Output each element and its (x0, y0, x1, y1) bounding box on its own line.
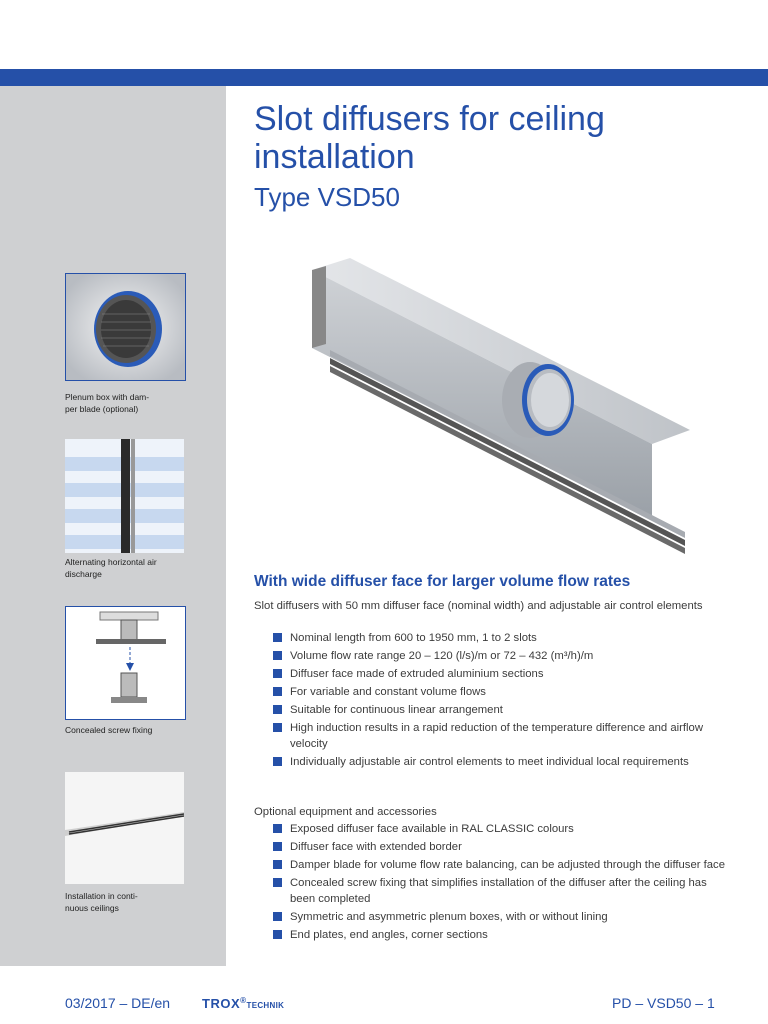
page-subtitle: Type VSD50 (254, 182, 400, 212)
footer-date: 03/2017 – DE/en (65, 995, 171, 1011)
plenum-box-image (65, 273, 186, 381)
feature-item: For variable and constant volume flows (254, 684, 734, 700)
optional-item: Concealed screw fixing that simplifies installation of the diffuser after the ceiling has been completed (254, 875, 734, 907)
product-image (300, 250, 700, 560)
optional-list (254, 821, 734, 945)
footer-page-number: PD – VSD50 – 1 (612, 995, 715, 1011)
caption-plenum-box: Plenum box with dam- per blade (optional) (65, 392, 150, 414)
feature-item: Diffuser face made of extruded aluminium sections (254, 666, 734, 682)
caption-screw-fixing: Concealed screw fixing (65, 725, 153, 735)
optional-item: Damper blade for volume flow rate balancing, can be adjusted through the diffuser face (254, 857, 734, 873)
feature-list (254, 630, 734, 772)
optional-item: Exposed diffuser face available in RAL CLASSIC colours (254, 821, 734, 837)
air-discharge-image (65, 439, 184, 553)
screw-fixing-image (65, 606, 186, 720)
trox-logo: TROX®TECHNIK (202, 996, 285, 1011)
caption-continuous-ceiling: Installation in conti- nuous ceilings (65, 891, 138, 913)
feature-item: Individually adjustable air control elements to meet individual local requirements (254, 754, 734, 770)
optional-heading: Optional equipment and accessories (254, 806, 437, 818)
section-heading: With wide diffuser face for larger volume flow rates (254, 573, 631, 590)
feature-item: Suitable for continuous linear arrangement (254, 702, 734, 718)
top-bar (0, 69, 768, 86)
intro-text: Slot diffusers with 50 mm diffuser face (nominal width) and adjustable air control elements (254, 600, 703, 612)
page-title: Slot diffusers for ceiling installation (254, 100, 605, 176)
feature-item: Volume flow rate range 20 – 120 (l/s)/m or 72 – 432 (m³/h)/m (254, 648, 734, 664)
continuous-ceiling-image (65, 772, 184, 884)
feature-item: High induction results in a rapid reduction of the temperature difference and airflow velocity (254, 720, 734, 752)
optional-item: Symmetric and asymmetric plenum boxes, with or without lining (254, 909, 734, 925)
optional-item: End plates, end angles, corner sections (254, 927, 734, 943)
optional-item: Diffuser face with extended border (254, 839, 734, 855)
feature-item: Nominal length from 600 to 1950 mm, 1 to 2 slots (254, 630, 734, 646)
caption-air-discharge: Alternating horizontal air discharge (65, 557, 157, 579)
